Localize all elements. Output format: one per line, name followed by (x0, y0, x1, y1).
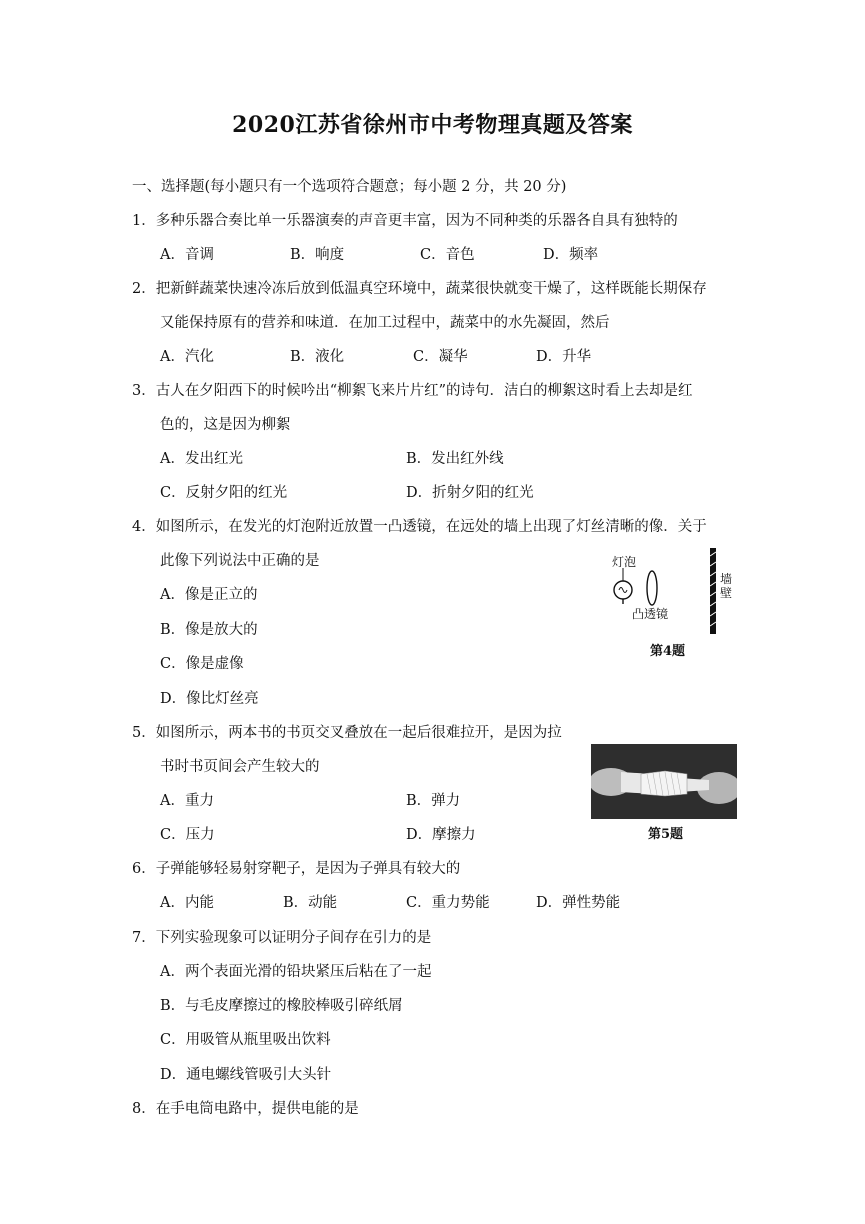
wall-shape (710, 548, 716, 634)
question-2-stem-line-2: 又能保持原有的营养和味道．在加工过程中，蔬菜中的水先凝固，然后 (160, 315, 610, 331)
question-3-option-c: C．反射夕阳的红光 (160, 485, 288, 501)
question-4-option-b: B．像是放大的 (160, 622, 258, 638)
question-2-option-a: A．汽化 (160, 349, 214, 365)
question-5-stem-line-1: 5．如图所示，两本书的书页交叉叠放在一起后很难拉开，是因为拉 (132, 725, 562, 741)
books-photo (591, 744, 737, 819)
question-5-option-c: C．压力 (160, 827, 215, 843)
question-3-option-a: A．发出红光 (160, 451, 243, 467)
question-5-option-d: D．摩擦力 (406, 827, 476, 843)
books-photo-drawing (591, 744, 737, 819)
question-6-stem: 6．子弹能够轻易射穿靶子，是因为子弹具有较大的 (132, 861, 461, 877)
question-3-option-d: D．折射夕阳的红光 (406, 485, 534, 501)
lens-label: 凸透镜 (632, 607, 669, 621)
question-3-stem-line-2: 色的，这是因为柳絮 (160, 417, 291, 433)
question-7-option-d: D．通电螺线管吸引大头针 (160, 1067, 332, 1083)
question-3-option-b: B．发出红外线 (406, 451, 504, 467)
question-4-option-c: C．像是虚像 (160, 656, 244, 672)
question-4-option-d: D．像比灯丝亮 (160, 691, 259, 707)
document-title: 2020江苏省徐州市中考物理真题及答案 (232, 112, 633, 138)
question-2-option-d: D．升华 (536, 349, 592, 365)
question-5-stem-line-2: 书时书页间会产生较大的 (160, 759, 320, 775)
question-1-stem: 1．多种乐器合奏比单一乐器演奏的声音更丰富，因为不同种类的乐器各自具有独特的 (132, 213, 678, 229)
question-4-option-a: A．像是正立的 (160, 587, 258, 603)
question-2-stem-line-1: 2．把新鲜蔬菜快速冷冻后放到低温真空环境中，蔬菜很快就变干燥了，这样既能长期保存 (132, 281, 707, 297)
question-1-option-c: C．音色 (420, 247, 475, 263)
question-6-option-b: B．动能 (283, 895, 338, 911)
question-7-option-b: B．与毛皮摩擦过的橡胶棒吸引碎纸屑 (160, 998, 403, 1014)
question-6-option-d: D．弹性势能 (536, 895, 621, 911)
convex-lens-shape (647, 571, 657, 605)
question-5-caption: 第5题 (648, 827, 684, 842)
question-4-stem-line-2: 此像下列说法中正确的是 (160, 553, 320, 569)
question-3-stem-line-1: 3．古人在夕阳西下的时候吟出“柳絮飞来片片红”的诗句．洁白的柳絮这时看上去却是红 (132, 383, 693, 399)
question-1-option-a: A．音调 (160, 247, 214, 263)
question-5-option-b: B．弹力 (406, 793, 461, 809)
question-8-stem: 8．在手电筒电路中，提供电能的是 (132, 1101, 359, 1117)
question-7-option-c: C．用吸管从瓶里吸出饮料 (160, 1032, 331, 1048)
filament-shape (619, 588, 627, 593)
question-7-stem: 7．下列实验现象可以证明分子间存在引力的是 (132, 930, 432, 946)
question-7-option-a: A．两个表面光滑的铅块紧压后粘在了一起 (160, 964, 432, 980)
question-1-option-d: D．频率 (543, 247, 599, 263)
question-5-option-a: A．重力 (160, 793, 214, 809)
wall-label: 墙壁 (720, 572, 733, 600)
question-2-option-c: C．凝华 (413, 349, 468, 365)
question-6-option-a: A．内能 (160, 895, 214, 911)
question-4-caption: 第4题 (650, 644, 686, 659)
question-1-option-b: B．响度 (290, 247, 345, 263)
question-4-stem-line-1: 4．如图所示，在发光的灯泡附近放置一凸透镜，在远处的墙上出现了灯丝清晰的像．关于 (132, 519, 707, 535)
question-6-option-c: C．重力势能 (406, 895, 490, 911)
bulb-label: 灯泡 (612, 555, 637, 569)
question-2-option-b: B．液化 (290, 349, 345, 365)
section-heading: 一、选择题(每小题只有一个选项符合题意；每小题 2 分，共 20 分) (132, 179, 567, 195)
